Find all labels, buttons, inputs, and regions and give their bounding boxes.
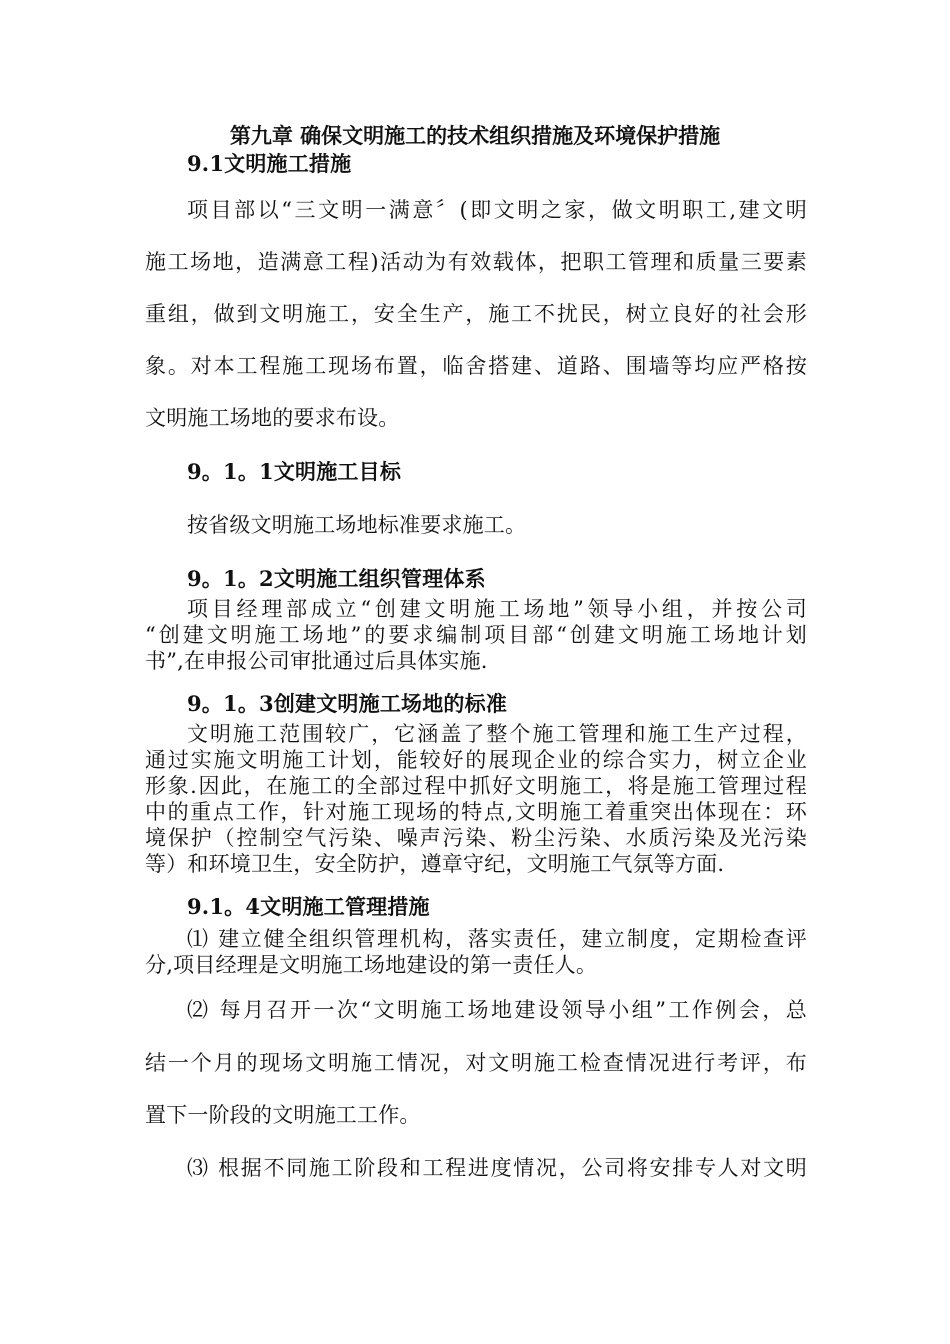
intro-line-3: 重组，做到文明施工，安全生产，施工不扰民，树立良好的社会形 [145,302,807,326]
intro-line-2: 施工场地，造满意工程)活动为有效载体，把职工管理和质量三要素 [145,250,807,274]
org-line-3: 书”,在申报公司审批通过后具体实施. [145,649,488,673]
measure-2-line-1: ⑵ 每月召开一次“文明施工场地建设领导小组”工作例会，总 [187,998,807,1022]
heading-9-1-4: 9.1。4文明施工管理措施 [187,894,430,919]
measure-3-line-1: ⑶ 根据不同施工阶段和工程进度情况，公司将安排专人对文明 [187,1156,807,1180]
standard-line-6: 等）和环境卫生，安全防护，遵章守纪，文明施工气氛等方面. [145,852,725,876]
standard-line-3: 形象.因此，在施工的全部过程中抓好文明施工，将是施工管理过程 [145,774,807,798]
chapter-title: 第九章 确保文明施工的技术组织措施及环境保护措施 [229,123,721,148]
standard-line-4: 中的重点工作，针对施工现场的特点,文明施工着重突出体现在：环 [145,800,807,824]
heading-9-1-2: 9。1。2文明施工组织管理体系 [187,566,486,591]
measure-1-line-1: ⑴ 建立健全组织管理机构，落实责任，建立制度，定期检查评 [187,927,807,951]
measure-2-line-3: 置下一阶段的文明施工工作。 [145,1103,421,1127]
intro-line-1: 项目部以“三文明一满意〞(即文明之家，做文明职工,建文明 [187,198,807,222]
measure-1-line-2: 分,项目经理是文明施工场地建设的第一责任人。 [145,953,598,977]
intro-line-5: 文明施工场地的要求布设。 [145,406,400,430]
standard-line-5: 境保护（控制空气污染、噪声污染、粉尘污染、水质污染及光污染 [145,826,807,850]
standard-line-2: 通过实施文明施工计划，能较好的展现企业的综合实力，树立企业 [145,748,807,772]
org-line-2: “创建文明施工场地”的要求编制项目部“创建文明施工场地计划 [145,623,807,647]
heading-9-1-3: 9。1。3创建文明施工场地的标准 [187,691,508,716]
heading-9-1-1: 9。1。1文明施工目标 [187,459,402,484]
org-line-1: 项目经理部成立“创建文明施工场地”领导小组，并按公司 [187,597,807,621]
intro-line-4: 象。对本工程施工现场布置，临舍搭建、道路、围墙等均应严格按 [145,354,807,378]
goal-text: 按省级文明施工场地标准要求施工。 [187,513,527,537]
section-heading-9-1: 9.1文明施工措施 [187,151,352,176]
standard-line-1: 文明施工范围较广，它涵盖了整个施工管理和施工生产过程， [187,722,807,746]
measure-2-line-2: 结一个月的现场文明施工情况，对文明施工检查情况进行考评，布 [145,1051,807,1075]
